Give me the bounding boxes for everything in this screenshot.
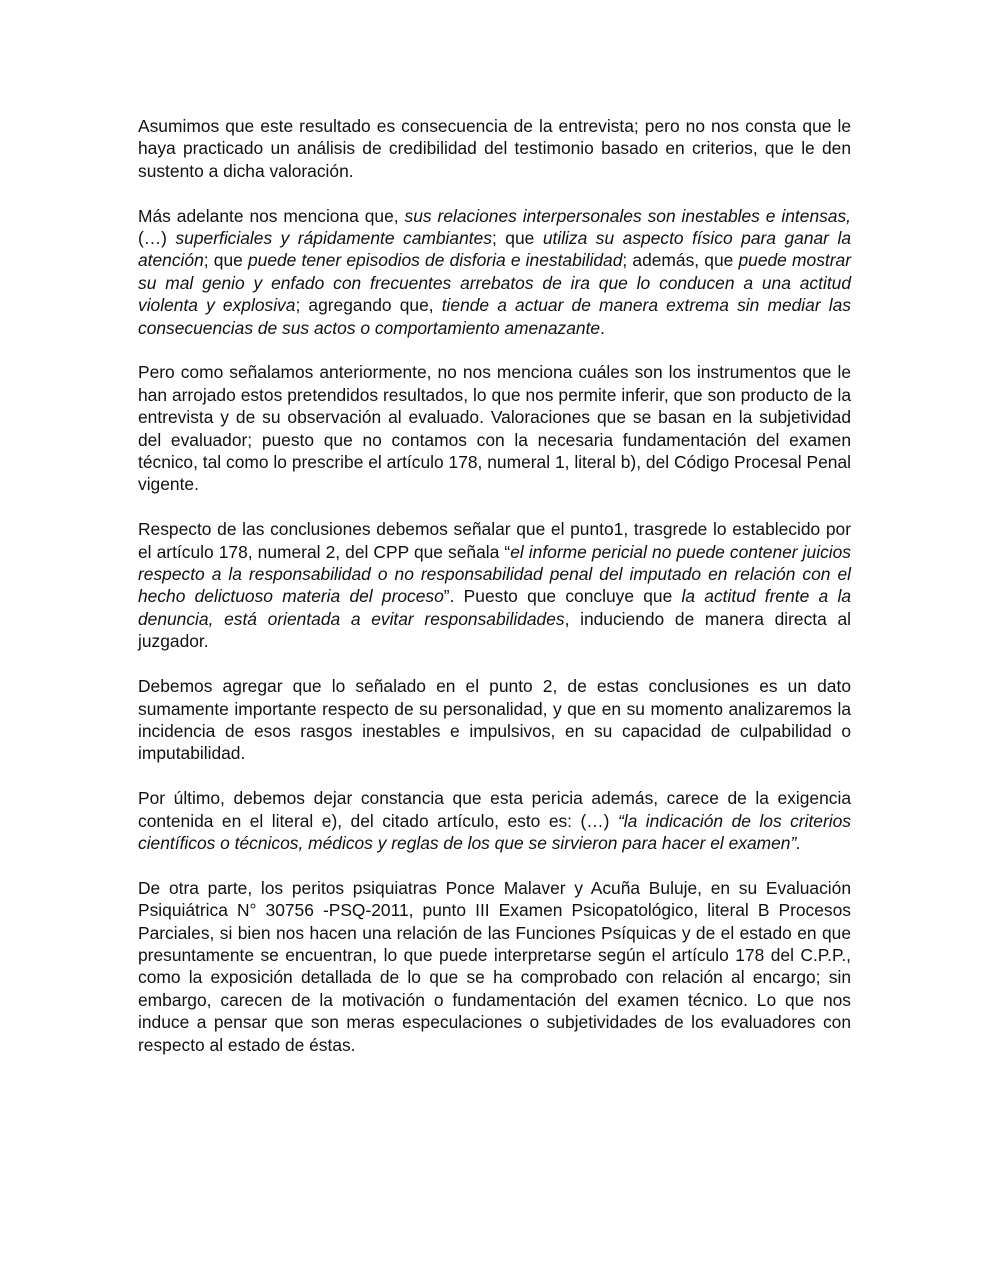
quoted-phrase: utiliza su aspecto físico para ganar la atención — [138, 228, 851, 271]
quoted-phrase: puede mostrar su mal genio y enfado con frecuentes arrebatos de ira que lo conducen a una actitud violenta y explosiva — [138, 250, 851, 316]
paragraph-text: Debemos agregar que lo señalado en el punto 2, de estas conclusiones es un dato sumamente importante respecto de su personalidad, y que en su momento analizaremos la incidencia de esos rasgos inestables e impulsivos, en su capacidad de culpabilidad o imputabilidad. — [138, 676, 851, 764]
paragraph-2 — [138, 205, 851, 339]
document-page — [138, 115, 851, 1056]
paragraph-text: Por último, debemos dejar constancia que esta pericia además, carece de la exigencia contenida en el literal e), del citado artículo, esto es: (…) — [138, 788, 851, 831]
paragraph-text: ; que — [203, 250, 248, 271]
paragraph-6 — [138, 787, 851, 854]
paragraph-text: ; además, que — [622, 250, 739, 271]
paragraph-text: ; que — [491, 228, 543, 249]
quoted-phrase: sus relaciones interpersonales son inestables e intensas, — [404, 205, 852, 226]
paragraph-text: Respecto de las conclusiones debemos señalar que el punto1, trasgrede lo establecido por el artículo 178, numeral 2, del CPP que señala “ — [138, 519, 851, 562]
paragraph-text: (…) — [138, 228, 176, 249]
paragraph-text: Más adelante nos menciona que, — [138, 205, 405, 226]
paragraph-text: ”. Puesto que concluye que — [443, 586, 682, 607]
paragraph-1 — [138, 115, 851, 182]
quoted-phrase: el informe pericial no puede contener juicios respecto a la responsabilidad o no responsabilidad penal del imputado en relación con el hecho delictuoso materia del proceso — [138, 541, 851, 607]
paragraph-4 — [138, 518, 851, 652]
paragraph-text: ; agregando que, — [295, 295, 442, 316]
paragraph-text: . — [600, 317, 605, 338]
paragraph-text: De otra parte, los peritos psiquiatras Ponce Malaver y Acuña Buluje, en su Evaluación Psiquiátrica N° 30756 -PSQ-2011, punto III Examen Psicopatológico, literal B Procesos Parciales, si bien nos hacen una relación de las Funciones Psíquicas y de el estado en que presuntamente se encuentran, lo que puede interpretarse según el artículo 178 del C.P.P., como la exposición detallada de lo que se ha comprobado con relación al encargo; sin embargo, carecen de la motivación o fundamentación del examen técnico. Lo que nos induce a pensar que son meras especulaciones o subjetividades de los evaluadores con respecto al estado de éstas. — [138, 877, 851, 1055]
paragraph-5 — [138, 675, 851, 765]
quoted-phrase: “la indicación de los criterios científicos o técnicos, médicos y reglas de los que se sirvieron para hacer el examen”. — [138, 810, 851, 853]
paragraph-text: , induciendo de manera directa al juzgador. — [138, 608, 851, 652]
paragraph-3 — [138, 361, 851, 495]
paragraph-text: Asumimos que este resultado es consecuencia de la entrevista; pero no nos consta que le haya practicado un análisis de credibilidad del testimonio basado en criterios, que le den sustento a dicha valoración. — [138, 116, 851, 181]
paragraph-text: Pero como señalamos anteriormente, no nos menciona cuáles son los instrumentos que le han arrojado estos pretendidos resultados, lo que nos permite inferir, que son producto de la entrevista y de su observación al evaluado. Valoraciones que se basan en la subjetividad del evaluador; puesto que no contamos con la necesaria fundamentación del examen técnico, tal como lo prescribe el artículo 178, numeral 1, literal b), del Código Procesal Penal vigente. — [138, 362, 851, 495]
quoted-phrase: puede tener episodios de disforia e inestabilidad — [247, 250, 623, 271]
quoted-phrase: tiende a actuar de manera extrema sin mediar las consecuencias de sus actos o comportamiento amenazante — [138, 295, 851, 338]
quoted-phrase: la actitud frente a la denuncia, está orientada a evitar responsabilidades — [138, 586, 851, 629]
paragraph-7 — [138, 877, 851, 1056]
quoted-phrase: superficiales y rápidamente cambiantes — [175, 228, 492, 249]
